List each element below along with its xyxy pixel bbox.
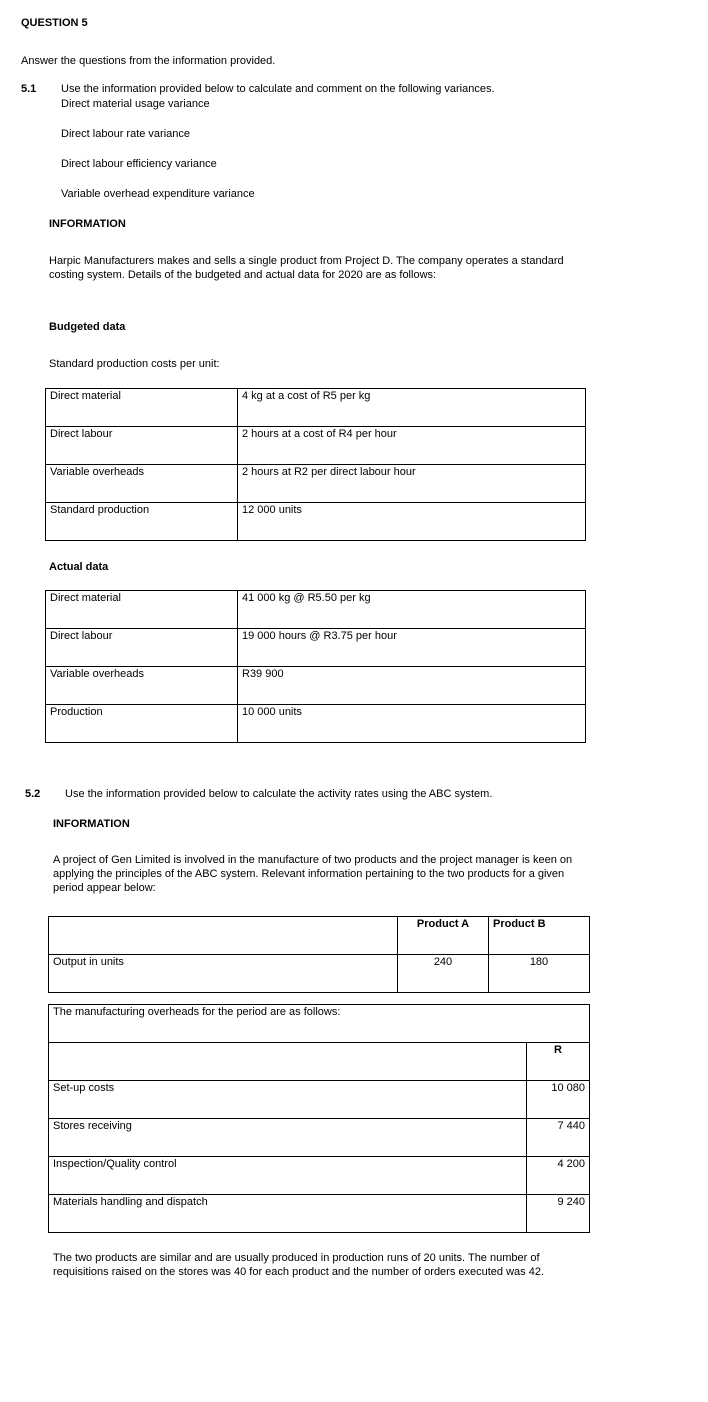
budgeted-heading: Budgeted data — [49, 321, 126, 333]
budgeted-item: Standard production — [46, 503, 238, 541]
table-row — [46, 465, 586, 503]
intro-text: Answer the questions from the information provided. — [21, 55, 276, 67]
overhead-value: 7 440 — [527, 1119, 590, 1157]
q51-info-heading: INFORMATION — [49, 218, 126, 230]
actual-detail: 41 000 kg @ R5.50 per kg — [238, 591, 586, 629]
overhead-label: Materials handling and dispatch — [49, 1195, 527, 1233]
actual-detail: R39 900 — [238, 667, 586, 705]
table-row — [49, 917, 590, 955]
table-row — [46, 629, 586, 667]
actual-heading: Actual data — [49, 561, 109, 573]
empty-cell — [49, 1043, 527, 1081]
std-costs-label: Standard production costs per unit: — [49, 358, 220, 370]
q52-number: 5.2 — [25, 788, 41, 800]
budgeted-item: Direct material — [46, 389, 238, 427]
q52-instruction: Use the information provided below to calculate the activity rates using the ABC system. — [65, 788, 493, 800]
overhead-value: 10 080 — [527, 1081, 590, 1119]
q51-info-text: Harpic Manufacturers makes and sells a single product from Project D. The company operates a standard costing system. Details of the budgeted and actual data for 2020 are as follows: — [49, 255, 564, 281]
table-row — [49, 955, 590, 993]
budgeted-detail: 4 kg at a cost of R5 per kg — [238, 389, 586, 427]
table-row — [49, 1043, 590, 1081]
product-table — [48, 916, 590, 993]
table-row — [49, 1005, 590, 1043]
product-a-header: Product A — [398, 917, 489, 955]
actual-item: Direct material — [46, 591, 238, 629]
overhead-label: Set-up costs — [49, 1081, 527, 1119]
table-row — [49, 1081, 590, 1119]
table-row — [46, 503, 586, 541]
variance-item: Direct material usage variance — [61, 98, 210, 110]
q52-info-heading: INFORMATION — [53, 818, 130, 830]
table-row — [46, 591, 586, 629]
actual-table — [45, 590, 586, 743]
table-row — [46, 705, 586, 743]
table-row — [49, 1195, 590, 1233]
product-header-blank — [49, 917, 398, 955]
actual-item: Variable overheads — [46, 667, 238, 705]
q52-info-text: A project of Gen Limited is involved in the manufacture of two products and the project manager is keen on applying the principles of the ABC system. Relevant information pertaining to the two products for a given period appear below: — [53, 854, 573, 894]
q51-instruction: Use the information provided below to calculate and comment on the following variances. — [61, 83, 495, 95]
overheads-table — [48, 1004, 590, 1233]
q51-number: 5.1 — [21, 83, 37, 95]
overheads-title: The manufacturing overheads for the period are as follows: — [49, 1005, 590, 1043]
overhead-label: Inspection/Quality control — [49, 1157, 527, 1195]
variance-item: Direct labour efficiency variance — [61, 158, 217, 170]
q52-footer-text: The two products are similar and are usually produced in production runs of 20 units. The number of requisitions raised on the stores was 40 for each product and the number of orders executed was 42. — [53, 1252, 545, 1278]
budgeted-item: Variable overheads — [46, 465, 238, 503]
output-label: Output in units — [49, 955, 398, 993]
variance-item: Variable overhead expenditure variance — [61, 188, 255, 200]
actual-detail: 10 000 units — [238, 705, 586, 743]
budgeted-item: Direct labour — [46, 427, 238, 465]
overhead-value: 4 200 — [527, 1157, 590, 1195]
budgeted-detail: 12 000 units — [238, 503, 586, 541]
actual-item: Production — [46, 705, 238, 743]
table-row — [46, 427, 586, 465]
table-row — [46, 389, 586, 427]
product-a-output: 240 — [398, 955, 489, 993]
product-b-output: 180 — [489, 955, 590, 993]
currency-header: R — [527, 1043, 590, 1081]
question-title: QUESTION 5 — [21, 17, 88, 29]
table-row — [49, 1119, 590, 1157]
overhead-value: 9 240 — [527, 1195, 590, 1233]
budgeted-table — [45, 388, 586, 541]
actual-detail: 19 000 hours @ R3.75 per hour — [238, 629, 586, 667]
table-row — [49, 1157, 590, 1195]
variance-item: Direct labour rate variance — [61, 128, 191, 140]
overhead-label: Stores receiving — [49, 1119, 527, 1157]
budgeted-detail: 2 hours at R2 per direct labour hour — [238, 465, 586, 503]
product-b-header: Product B — [489, 917, 590, 955]
budgeted-detail: 2 hours at a cost of R4 per hour — [238, 427, 586, 465]
actual-item: Direct labour — [46, 629, 238, 667]
table-row — [46, 667, 586, 705]
